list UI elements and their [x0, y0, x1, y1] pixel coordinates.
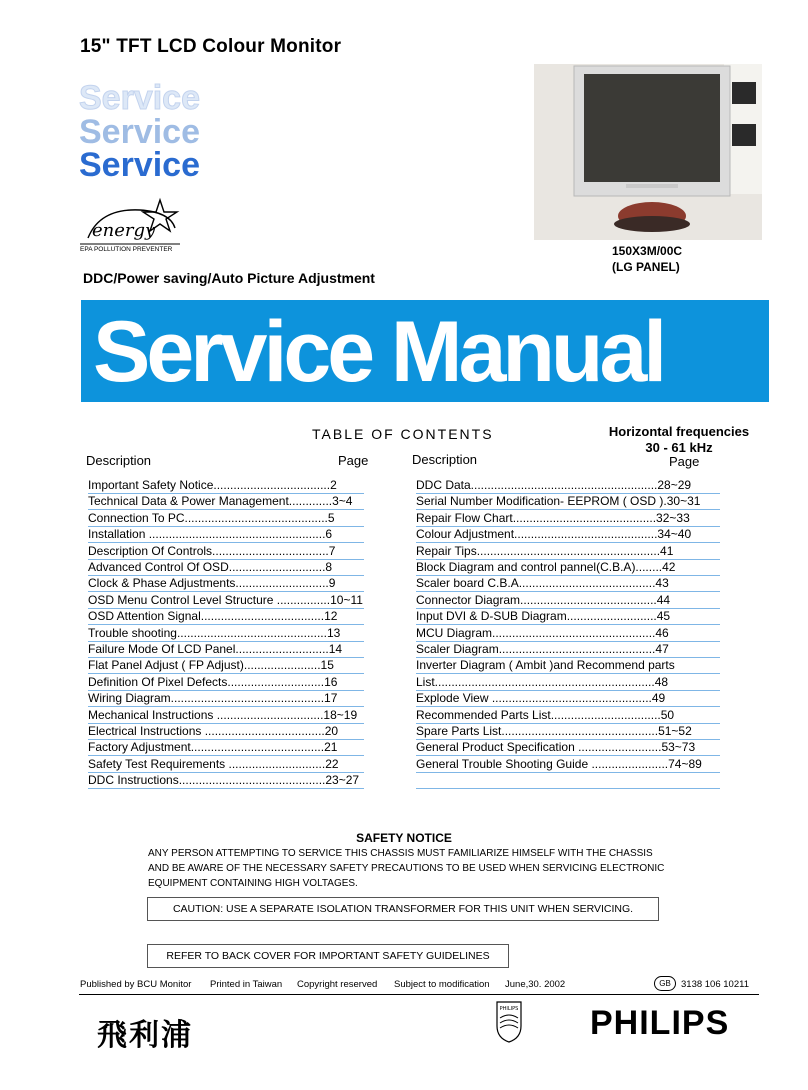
toc-entry: Factory Adjustment........................................21 [88, 739, 364, 756]
toc-entry: List..................................................................48 [416, 674, 720, 691]
document-code: 3138 106 10211 [681, 979, 749, 990]
footer-divider [79, 994, 759, 995]
philips-wordmark: PHILIPS [590, 1004, 730, 1042]
monitor-photo [534, 64, 762, 240]
toc-entry: General Trouble Shooting Guide .......................74~89 [416, 756, 720, 773]
toc-entry: Connection To PC...........................................5 [88, 510, 364, 527]
toc-entry: Electrical Instructions ....................................20 [88, 723, 364, 740]
safety-notice-title: SAFETY NOTICE [356, 831, 452, 845]
model-line1: 150X3M/00C [612, 244, 683, 258]
model-line2: (LG PANEL) [612, 260, 680, 274]
svg-text:PHILIPS: PHILIPS [499, 1006, 519, 1012]
toc-entry: Serial Number Modification- EEPROM ( OSD ).30~31 [416, 493, 720, 510]
service-manual-banner [81, 300, 769, 402]
toc-entry: Failure Mode Of LCD Panel............................14 [88, 641, 364, 658]
caution-box: CAUTION: USE A SEPARATE ISOLATION TRANSFORMER FOR THIS UNIT WHEN SERVICING. [147, 897, 659, 921]
toc-entry: DDC Data........................................................28~29 [416, 477, 720, 494]
energy-subtitle: EPA POLLUTION PREVENTER [80, 246, 173, 253]
toc-entry: Scaler Diagram...............................................47 [416, 641, 720, 658]
energy-star-logo [80, 188, 182, 258]
toc-entry: DDC Instructions............................................23~27 [88, 772, 364, 789]
toc-title: TABLE OF CONTENTS [312, 426, 494, 442]
horizontal-frequencies [600, 424, 758, 456]
footer-printed: Printed in Taiwan [210, 979, 283, 990]
safety-line: ANY PERSON ATTEMPTING TO SERVICE THIS CHASSIS MUST FAMILIARIZE HIMSELF WITH THE CHASSIS [148, 848, 653, 859]
toc-entry: Scaler board C.B.A.........................................43 [416, 575, 720, 592]
left-desc-header: Description [86, 453, 152, 468]
toc-entry: Recommended Parts List.................................50 [416, 707, 720, 724]
banner-text: Service Manual [93, 304, 664, 400]
model-number [612, 243, 682, 275]
toc-entry: Connector Diagram.........................................44 [416, 592, 720, 609]
toc-entry: OSD Menu Control Level Structure ................10~11 [88, 592, 363, 607]
toc-entry: Spare Parts List...............................................51~52 [416, 723, 720, 740]
toc-entry: Input DVI & D-SUB Diagram...........................45 [416, 608, 720, 625]
toc-entry: Description Of Controls...................................7 [88, 543, 364, 560]
toc-entry: MCU Diagram.................................................46 [416, 625, 720, 642]
toc-entry: Advanced Control Of OSD.............................8 [88, 559, 364, 576]
safety-line: AND BE AWARE OF THE NECESSARY SAFETY PRECAUTIONS TO BE USED WHEN SERVICING ELECTRONIC [148, 863, 665, 874]
service-word-dark: Service [79, 146, 200, 184]
philips-shield-icon [494, 996, 524, 1044]
footer-date: June,30. 2002 [505, 979, 566, 990]
left-page-header: Page [338, 453, 369, 468]
service-word-light: Service [79, 79, 200, 117]
safety-notice-body [148, 846, 728, 891]
footer-subject: Subject to modification [394, 979, 490, 990]
toc-entry: Repair Tips.......................................................41 [416, 543, 720, 560]
toc-entry: Safety Test Requirements .............................22 [88, 756, 364, 773]
refer-box: REFER TO BACK COVER FOR IMPORTANT SAFETY GUIDELINES [147, 944, 509, 968]
toc-entry: Explode View ................................................49 [416, 690, 720, 707]
gb-badge: GB [654, 976, 676, 991]
safety-line: EQUIPMENT CONTAINING HIGH VOLTAGES. [148, 878, 358, 889]
toc-entry: Colour Adjustment...........................................34~40 [416, 526, 720, 543]
right-desc-header: Description [412, 452, 478, 467]
toc-entry: Repair Flow Chart...........................................32~33 [416, 510, 720, 527]
toc-entry: General Product Specification .........................53~73 [416, 739, 720, 756]
service-word-medium: Service [79, 113, 200, 151]
hf-range: 30 - 61 kHz [645, 440, 713, 455]
toc-entry: Inverter Diagram ( Ambit )and Recommend parts [416, 657, 720, 674]
toc-entry: Wiring Diagram..............................................17 [88, 690, 364, 707]
toc-entry: Important Safety Notice...................................2 [88, 477, 364, 494]
features-subtitle: DDC/Power saving/Auto Picture Adjustment [83, 270, 375, 286]
toc-entry: OSD Attention Signal.....................................12 [88, 608, 364, 625]
document-title: 15" TFT LCD Colour Monitor [80, 36, 342, 57]
toc-entry: Block Diagram and control pannel(C.B.A)........42 [416, 559, 720, 576]
right-page-header: Page [669, 454, 700, 469]
toc-entry: Technical Data & Power Management.............3~4 [88, 493, 364, 510]
toc-entry: Definition Of Pixel Defects.............................16 [88, 674, 364, 691]
footer-copyright: Copyright reserved [297, 979, 378, 990]
toc-entry: Flat Panel Adjust ( FP Adjust).......................15 [88, 657, 364, 674]
svg-text:energy: energy [92, 220, 156, 241]
footer-published: Published by BCU Monitor [80, 979, 192, 990]
toc-entry: Mechanical Instructions ................................18~19 [88, 707, 364, 724]
toc-entry: Installation .....................................................6 [88, 526, 364, 543]
toc-entry [416, 772, 720, 789]
chinese-brand: 飛利浦 [97, 1019, 193, 1052]
hf-label: Horizontal frequencies [608, 424, 750, 439]
toc-entry: Clock & Phase Adjustments............................9 [88, 575, 364, 592]
toc-entry: Trouble shooting.............................................13 [88, 625, 364, 642]
